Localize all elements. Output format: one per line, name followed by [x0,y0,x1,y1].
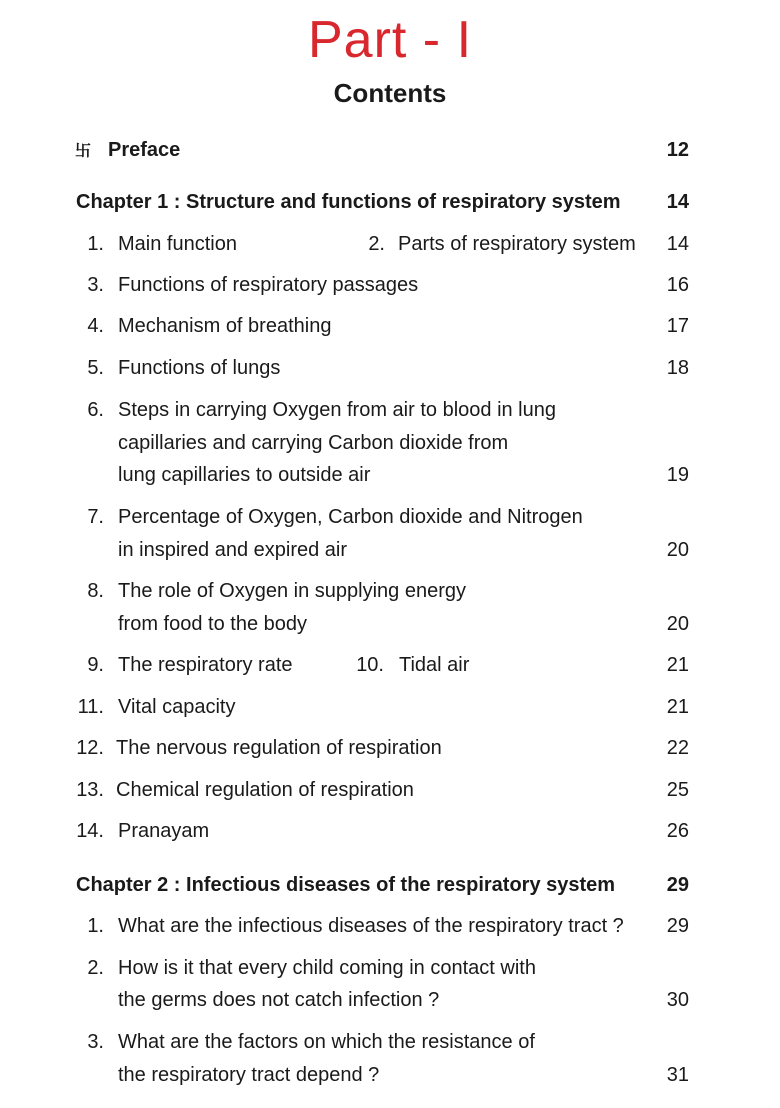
entry-number: 1. [87,915,104,937]
entry-page: 21 [666,654,689,676]
entry-text: capillaries and carrying Carbon dioxide from [118,432,509,454]
entry-page: 25 [666,779,689,801]
entry-text: The nervous regulation of respiration [116,737,442,759]
chapter-2-page: 29 [666,874,689,896]
entry-number: 12. [76,737,104,759]
entry-text: Functions of lungs [118,357,281,379]
entry-text: Percentage of Oxygen, Carbon dioxide and Nitrogen [118,506,583,528]
entry-text: Steps in carrying Oxygen from air to blood in lung [118,399,556,421]
entry-number: 5. [87,357,104,379]
entry-text: Pranayam [118,820,210,842]
preface-label: Preface [108,139,181,161]
entry-number: 3. [87,274,104,296]
entry-text: Chemical regulation of respiration [116,779,414,801]
entry-number: 4. [87,315,104,337]
swastika-icon: 卐 [75,143,92,160]
entry-number: 10. [356,654,384,676]
entry-page: 14 [666,233,689,255]
entry-text: What are the infectious diseases of the respiratory tract ? [118,915,624,937]
entry-number: 3. [87,1031,104,1053]
entry-page: 26 [666,820,689,842]
entry-number: 6. [87,399,104,421]
chapter-1-page: 14 [666,191,689,213]
entry-text: the respiratory tract depend ? [118,1064,380,1086]
entry-number: 8. [87,580,104,602]
entry-text: in inspired and expired air [118,539,348,561]
entry-text: How is it that every child coming in contact with [118,957,536,979]
entry-text: from food to the body [118,613,308,635]
entry-text: Main function [118,233,237,255]
entry-text: Tidal air [399,654,470,676]
entry-text: lung capillaries to outside air [118,464,371,486]
entry-page: 18 [666,357,689,379]
entry-number: 1. [87,233,104,255]
entry-text: Mechanism of breathing [118,315,332,337]
chapter-2-title: Chapter 2 : Infectious diseases of the respiratory system [76,874,616,896]
entry-page: 20 [666,539,689,561]
chapter-1-title: Chapter 1 : Structure and functions of respiratory system [76,191,621,213]
part-title: Part - I [307,11,473,69]
preface-page: 12 [666,139,689,161]
entry-page: 17 [666,315,689,337]
entry-page: 21 [666,696,689,718]
entry-number: 13. [76,779,104,801]
entry-text: Functions of respiratory passages [118,274,419,296]
entry-number: 14. [76,820,104,842]
entry-number: 11. [77,696,104,718]
entry-text: The respiratory rate [118,654,293,676]
entry-page: 22 [666,737,689,759]
entry-page: 20 [666,613,689,635]
entry-text: Vital capacity [118,696,236,718]
entry-text: The role of Oxygen in supplying energy [118,580,466,602]
entry-page: 29 [666,915,689,937]
entry-page: 30 [666,989,689,1011]
entry-number: 9. [87,654,104,676]
entry-page: 31 [666,1064,689,1086]
entry-page: 16 [666,274,689,296]
entry-number: 7. [87,506,104,528]
entry-text: the germs does not catch infection ? [118,989,440,1011]
entry-text: Parts of respiratory system [398,233,636,255]
contents-title: Contents [333,78,447,108]
entry-number: 2. [368,233,385,255]
entry-text: What are the factors on which the resistance of [118,1031,535,1053]
entry-number: 2. [87,957,104,979]
entry-page: 19 [666,464,689,486]
